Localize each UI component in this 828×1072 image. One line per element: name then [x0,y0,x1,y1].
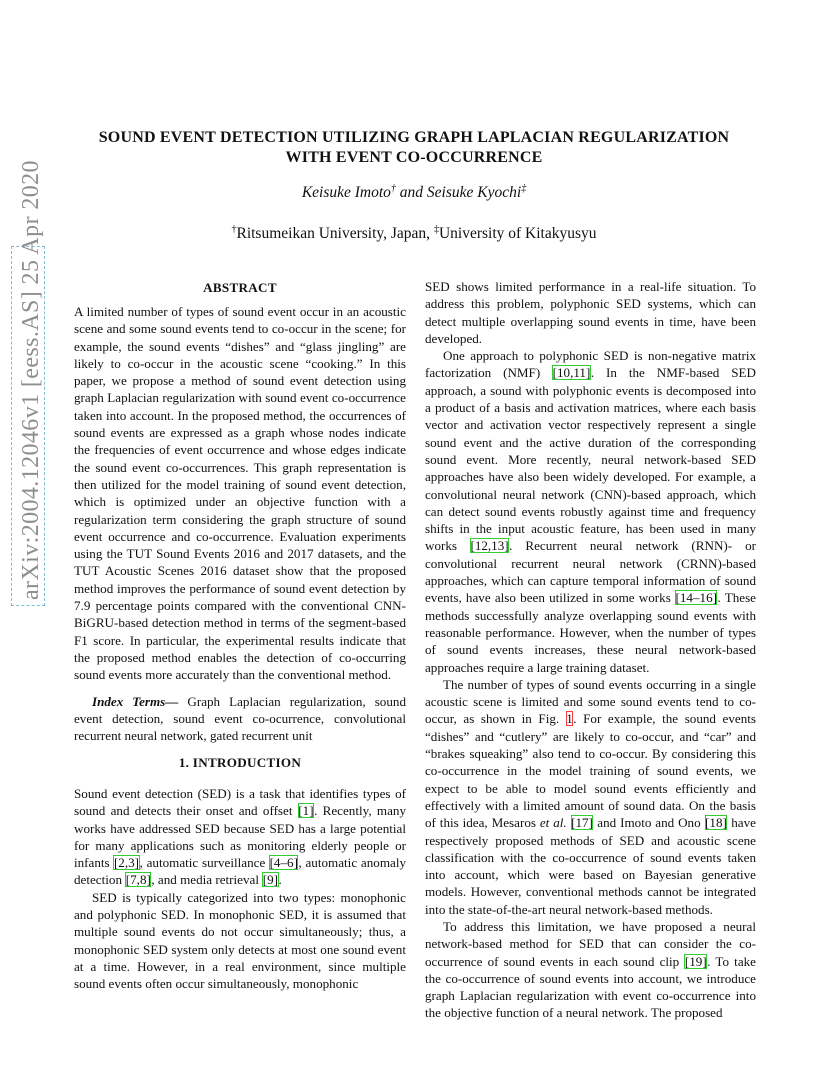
index-terms-text: Graph Laplacian regularization, sound event detection, sound event co-ocurrence, convolutional recurrent neural network, gated recurrent unit [74,693,406,744]
text-run: , and media retrieval [151,872,263,888]
citation-link[interactable]: [7,8] [125,872,151,888]
abstract-text: A limited number of types of sound event occur in an acoustic scene and some sound events tend to co-occur in the scene; for example, the sound events “dishes” and “glass jingling” are likely to co-occur in the acoustic scene “cooking.” In this paper, we propose a method of sound event detection using graph Laplacian regularization with sound event co-occurrence taken into account. In the proposed method, the occurrences of sound events are expressed as a graph whose nodes indicate the frequencies of event occurrence and whose edges indicate the sound event co-occurrences. This graph representation is then utilized for the model training of sound event detection, which is optimized under an objective function with a regularization term considering the graph structure of sound event occurrence and co-occurrence. Evaluation experiments using the TUT Sound Events 2016 and 2017 datasets, and the TUT Acoustic Scenes 2016 dataset show that the proposed method improves the performance of sound event detection by 7.9 percentage points compared with the conventional CNN-BiGRU-based detection method in terms of the segment-based F1 score. In particular, the experimental results indicate that the proposed method enables the detection of co-occurring sound events more accurately than the conventional method. [74,304,406,683]
arxiv-stamp: arXiv:2004.12046v1 [eess.AS] 25 Apr 2020 [18,160,44,600]
citation-link[interactable]: [19] [684,953,707,969]
affil-1-mark: † [231,223,237,235]
abstract-body [74,303,406,744]
text-run: . Recurrent neural network (RNN)- or convolutional recurrent neural network (CRNN)-based approaches, which can capture temporal information of sound events, have also been utilized in some works [425,538,756,606]
intro-paragraph-1 [74,785,406,889]
right-paragraph-3 [425,676,756,918]
index-terms-label: Index Terms— [92,693,179,709]
text-run: The number of types of sound events occurring in a single acoustic scene is limited and some sound events tend to co-occur, as shown in Fig. [425,676,756,727]
citation-link[interactable]: [18] [705,815,727,831]
title-line-1: SOUND EVENT DETECTION UTILIZING GRAPH LAPLACIAN REGULARIZATION [98,129,730,146]
text-run: . These methods successfully analyze overlapping sound events with reasonable performance. However, when the number of types of sound events increases, these neural network-based approaches require a large training dataset. [425,590,756,675]
affil-2-mark: ‡ [433,223,439,235]
text-run: . Recently, many works have addressed SED because SED has a large potential for many applications such as monitoring elderly people or infants [74,803,406,871]
citation-link[interactable]: [12,13] [470,538,509,554]
text-run: have respectively proposed methods of SED and acoustic scene classification with the co-occurrence of sound events taken into account, which were based on Bayesian generative models. However, conventional methods cannot be integrated into the state-of-the-art neural network-based methods. [425,815,756,917]
citation-link[interactable]: [1] [298,803,314,819]
index-terms [74,693,406,745]
citation-link[interactable]: [9] [262,872,279,888]
text-run: . In the NMF-based SED approach, a sound with polyphonic events is decomposed into a product of a basis and activation matrices, where each basis vector and activation vector respectively represent a single sound event and the active duration of the corresponding sound event. More recently, neural network-based SED approaches have also been widely developed. For example, a convolutional neural network (CNN)-based approach, which can detect sound events robustly against time and frequency shifts in the input acoustic feature, has been used in many works [425,365,757,554]
affiliations [88,225,740,243]
citation-link[interactable]: [2,3] [113,855,140,871]
text-run: . [278,872,282,888]
paper-title [88,128,740,168]
figure-link[interactable]: 1 [566,711,573,727]
author-1: Keisuke Imoto [301,184,391,201]
et-al: et al. [539,815,567,831]
text-run: . For example, the sound events “dishes” and “cutlery” are likely to co-occur, and “car” and “brakes squeaking” also tend to co-occur. By considering this co-occurrence in the model training of sound events, we expect to be able to model sound events efficiently and effectively with a limited amount of sound data. On the basis of this idea, Mesaros [425,711,757,831]
abstract-heading: ABSTRACT [203,280,277,295]
intro-paragraph-2: SED is typically categorized into two types: monophonic and polyphonic SED. In monophonic SED, it is assumed that multiple sound events do not occur simultaneously; thus, a monophonic SED system only detects at most one sound event at a time. However, in a real environment, since multiple sound events often occur simultaneously, monophonic [74,889,406,992]
text-run: Sound event detection (SED) is a task that identifies types of sound and detects their onset and offset [74,786,406,819]
text-run: . To take the co-occurrence of sound events into account, we introduce graph Laplacian regularization with event co-occurrence into the objective function of a neural network. The proposed [425,953,756,1021]
text-run: , automatic anomaly detection [74,855,406,888]
text-run [567,815,571,830]
citation-link[interactable]: [17] [571,815,593,831]
intro-body [74,785,406,993]
right-paragraph-4 [425,918,756,1022]
title-line-2: WITH EVENT CO-OCCURRENCE [285,149,543,166]
author-1-mark: † [390,182,396,194]
right-paragraph-2 [425,347,756,676]
text-run: One approach to polyphonic SED is non-negative matrix factorization (NMF) [425,348,756,381]
affil-1: Ritsumeikan University, Japan, [236,225,434,242]
right-paragraph-1: SED shows limited performance in a real-life situation. To address this problem, polyphonic SED systems, which can detect multiple overlapping sound events in time, have been developed. [425,279,756,346]
author-separator: and [395,184,427,201]
right-column [425,278,756,1022]
text-run: and Imoto and Ono [593,815,705,831]
citation-link[interactable]: [10,11] [552,365,591,381]
authors [88,184,740,202]
text-run: , automatic surveillance [139,855,270,871]
author-2-mark: ‡ [521,182,527,194]
citation-link[interactable]: [4–6] [269,855,298,871]
citation-link[interactable]: [14–16] [675,590,717,606]
affil-2: University of Kitakyusyu [438,225,597,242]
text-run: To address this limitation, we have proposed a neural network-based method for SED that can consider the co-occurrence of sound events in each sound clip [425,918,756,969]
intro-heading: 1. INTRODUCTION [178,755,302,770]
author-2: Seisuke Kyochi [426,184,522,201]
